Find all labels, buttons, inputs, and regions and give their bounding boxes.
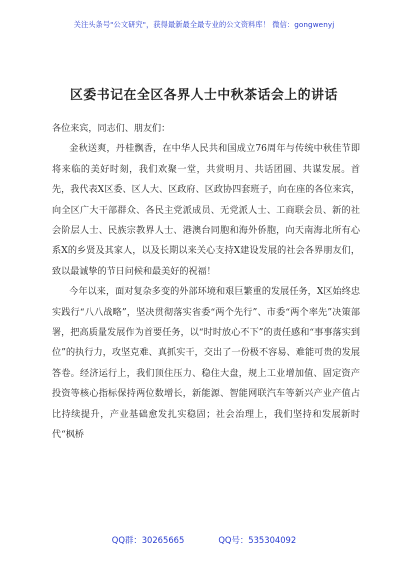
paragraph-achievements: 今年以来，面对复杂多变的外部环境和艰巨繁重的发展任务，X区始终忠实践行“八八战略”，坚决贯彻落实省委“两个先行”、市委“两个率先”决策部署，把高质量发展作为首要任务，以“时时放心不下”的责任感和“事事落实到位”的执行力，攻坚克难、真抓实干，交出了一份极不容易、难能可贵的发展答卷。经济运行上，我们顶住压力、稳住大盘，规上工业增加值、固定资产投资等核心指标保持两位数增长，新能源、智能网联汽车等新兴产业产值占比持续提升，产业基础愈发扎实稳固；社会治理上，我们坚持和发展新时代“枫桥: [52, 287, 360, 441]
contact-footer: [0, 534, 408, 546]
greeting: 各位来宾，同志们、朋友们：: [52, 124, 171, 134]
promo-header: 关注头条号"公文研究"，获得最新最全最专业的公文资料库！ 微信：gongwenyj: [73, 20, 335, 29]
paragraph-opening: 金秋送爽，丹桂飘香，在中华人民共和国成立76周年与传统中秋佳节即将来临的美好时刻，我们欢聚一堂，共赏明月、共话团圆、共谋发展。首先，我代表X区委、区人大、区政府、区政协四套班子，向在座的各位来宾，向全区广大干部群众、各民主党派成员、无党派人士、工商联会员、新的社会阶层人士、民族宗教界人士、港澳台同胞和海外侨胞，向天南海北所有心系X的乡贤及其家人，以及长期以来关心支持X建设发展的社会各界朋友们，致以最诚挚的节日问候和最美好的祝福！: [52, 144, 360, 277]
qq-account-number: QQ号：535304092: [218, 535, 297, 545]
page-title: 区委书记在全区各界人士中秋茶话会上的讲话: [70, 88, 338, 103]
speech-body: [52, 119, 360, 446]
qq-group-number: QQ群：30265665: [111, 535, 185, 545]
